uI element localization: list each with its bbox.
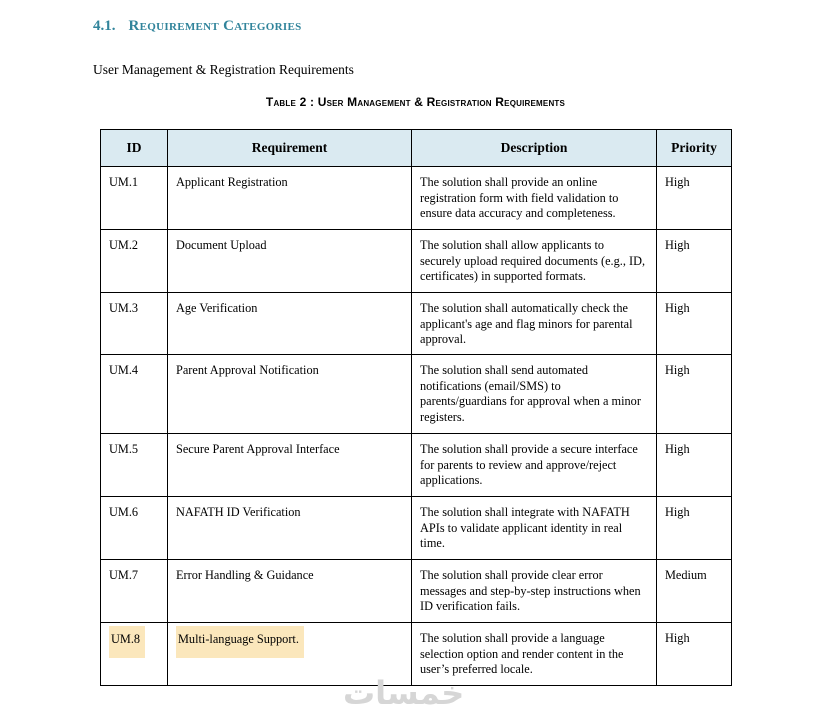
- table-row: [101, 293, 732, 355]
- cell-description: The solution shall provide clear error messages and step-by-step instructions when ID verification fails.: [412, 560, 657, 623]
- cell-requirement: Multi-language Support.: [168, 623, 412, 686]
- cell-id: UM.7: [101, 560, 168, 623]
- table-row: [101, 497, 732, 560]
- cell-id: UM.8: [101, 623, 168, 686]
- table-row: [101, 355, 732, 434]
- table-header-row: [101, 130, 732, 167]
- cell-priority: High: [657, 355, 732, 434]
- cell-priority: High: [657, 623, 732, 686]
- table-row: [101, 230, 732, 293]
- khamsat-watermark: خمسات: [343, 674, 465, 712]
- cell-description: The solution shall allow applicants to securely upload required documents (e.g., ID, certificates) in supported formats.: [412, 230, 657, 293]
- cell-description: The solution shall provide a secure interface for parents to review and approve/reject applications.: [412, 434, 657, 497]
- cell-priority: High: [657, 434, 732, 497]
- cell-requirement: Document Upload: [168, 230, 412, 293]
- section-number: 4.1.: [93, 18, 116, 34]
- column-header-id: ID: [101, 130, 168, 167]
- cell-id: UM.6: [101, 497, 168, 560]
- cell-priority: Medium: [657, 560, 732, 623]
- cell-id: UM.5: [101, 434, 168, 497]
- cell-priority: High: [657, 497, 732, 560]
- cell-description: The solution shall automatically check the applicant's age and flag minors for parental approval.: [412, 293, 657, 355]
- section-title: Requirement Categories: [128, 18, 302, 34]
- column-header-requirement: Requirement: [168, 130, 412, 167]
- cell-description: The solution shall send automated notifications (email/SMS) to parents/guardians for approval when a minor registers.: [412, 355, 657, 434]
- cell-id: UM.3: [101, 293, 168, 355]
- column-header-priority: Priority: [657, 130, 732, 167]
- table-caption: Table 2 : User Management & Registration Requirements: [265, 95, 566, 109]
- cell-priority: High: [657, 167, 732, 230]
- cell-requirement: Parent Approval Notification: [168, 355, 412, 434]
- cell-id: UM.1: [101, 167, 168, 230]
- cell-priority: High: [657, 293, 732, 355]
- section-subtitle: User Management & Registration Requirements: [93, 62, 354, 77]
- cell-id: UM.4: [101, 355, 168, 434]
- cell-id: UM.2: [101, 230, 168, 293]
- cell-requirement: NAFATH ID Verification: [168, 497, 412, 560]
- table-row: [101, 560, 732, 623]
- table-row: [101, 434, 732, 497]
- cell-description: The solution shall provide an online registration form with field validation to ensure data accuracy and completeness.: [412, 167, 657, 230]
- section-heading: [93, 18, 302, 35]
- cell-priority: High: [657, 230, 732, 293]
- cell-description: The solution shall integrate with NAFATH APIs to validate applicant identity in real time.: [412, 497, 657, 560]
- cell-requirement: Error Handling & Guidance: [168, 560, 412, 623]
- requirements-table: [100, 129, 732, 686]
- cell-requirement: Age Verification: [168, 293, 412, 355]
- cell-description: The solution shall provide a language selection option and render content in the user’s preferred locale.: [412, 623, 657, 686]
- cell-requirement: Secure Parent Approval Interface: [168, 434, 412, 497]
- column-header-description: Description: [412, 130, 657, 167]
- table-row: [101, 167, 732, 230]
- cell-requirement: Applicant Registration: [168, 167, 412, 230]
